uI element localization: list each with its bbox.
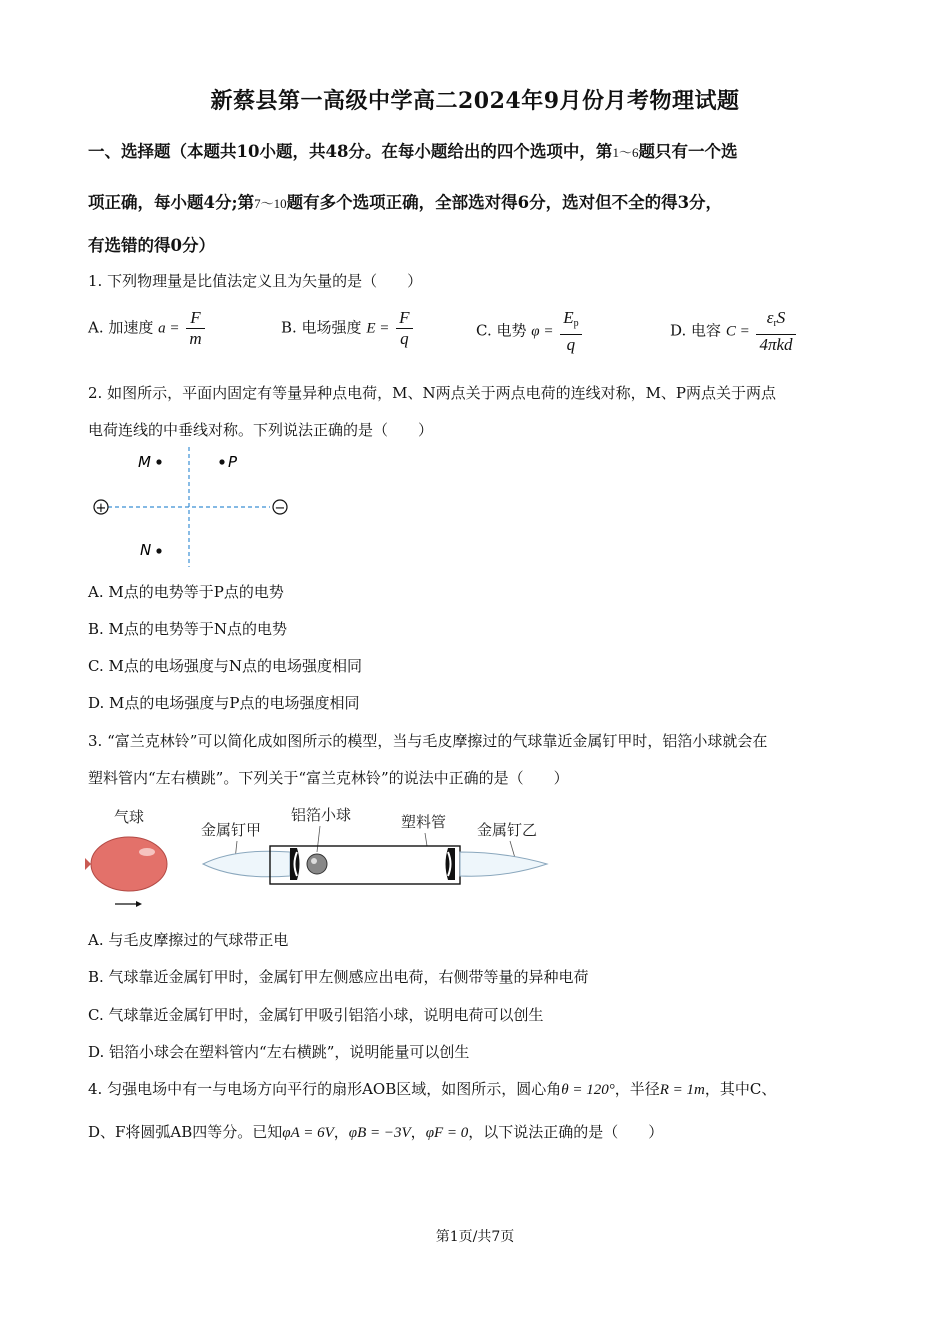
minus-sign: − [274, 501, 286, 516]
label-m: M [138, 453, 151, 471]
q2-option-c: C. M点的电场强度与N点的电场强度相同 [88, 657, 362, 675]
q1-option-d [670, 308, 798, 355]
point-m [156, 459, 161, 464]
question-range: 1～6 [612, 145, 639, 160]
balloon-label: 气球 [114, 808, 145, 826]
denominator: q [566, 335, 576, 354]
section-text: 一、选择题（本题共10小题，共48分。在每小题给出的四个选项中，第 [88, 142, 613, 161]
q1-option-c [476, 308, 584, 355]
question-range: 7～10 [254, 196, 287, 211]
formula-lhs: a = [158, 320, 180, 337]
metal-nail-a [203, 851, 290, 877]
q3-option-d: D. 铝箔小球会在塑料管内“左右横跳”，说明能量可以创生 [88, 1043, 470, 1061]
section-text: 题只有一个选 [638, 142, 738, 161]
option-label: B. 电场强度 [281, 318, 362, 337]
section-header-line1 [88, 138, 868, 162]
q1-option-a [88, 308, 207, 349]
metal-nail-b [460, 852, 547, 876]
question-1-stem: 1. 下列物理量是比值法定义且为矢量的是（ ） [88, 272, 423, 290]
fraction [756, 308, 795, 355]
balloon [91, 837, 167, 891]
q3-option-c: C. 气球靠近金属钉甲时，金属钉甲吸引铝箔小球，说明电荷可以创生 [88, 1006, 544, 1024]
question-2-stem-line1: 2. 如图所示，平面内固定有等量异种点电荷，M、N两点关于两点电荷的连线对称，M、P两点关于两点 [88, 384, 777, 402]
section-text: 项正确，每小题4分;第 [88, 193, 255, 212]
num-tail: S [776, 308, 786, 327]
page-footer: 第1页/共7页 [435, 1229, 515, 1245]
question-4-stem-line1 [88, 1078, 888, 1099]
nail-a-label: 金属钉甲 [201, 821, 262, 839]
denominator: m [189, 329, 202, 348]
phi-a-value: φA = 6V [282, 1125, 334, 1141]
stem-text: ，以下说法正确的是（ ） [468, 1123, 664, 1141]
phi-b-value: φB = −3V [348, 1125, 411, 1141]
question-2-stem-line2: 电荷连线的中垂线对称。下列说法正确的是（ ） [88, 421, 434, 439]
plus-sign: + [95, 501, 107, 516]
section-header-line3: 有选错的得0分） [88, 236, 215, 255]
balloon-highlight [139, 848, 155, 856]
q3-franklin-bell-figure [85, 800, 555, 915]
q3-option-b: B. 气球靠近金属钉甲时，金属钉甲左侧感应出电荷，右侧带等量的异种电荷 [88, 968, 589, 986]
option-label: A. 加速度 [88, 318, 154, 337]
num-sub: p [573, 318, 579, 329]
num-main: E [563, 308, 574, 327]
q2-option-b: B. M点的电势等于N点的电势 [88, 620, 288, 638]
balloon-knot [85, 857, 91, 871]
num-main: ε [766, 308, 774, 327]
numerator: F [186, 308, 204, 329]
q2-charge-figure [88, 445, 308, 570]
fraction [186, 308, 204, 349]
page-title: 新蔡县第一高级中学高二2024年9月份月考物理试题 [210, 88, 740, 114]
nail-b-label: 金属钉乙 [477, 821, 538, 839]
angle-value: θ = 120° [561, 1082, 615, 1098]
section-text: 题有多个选项正确，全部选对得6分，选对但不全的得3分， [286, 193, 723, 212]
formula-lhs: φ = [531, 323, 554, 340]
numerator [756, 308, 795, 335]
numerator: F [396, 308, 412, 329]
denominator: 4πkd [759, 335, 793, 354]
formula-lhs: C = [725, 323, 750, 340]
label-p: P [228, 453, 238, 471]
leader-line [317, 826, 320, 852]
stem-text: D、F将圆弧AB四等分。已知 [88, 1123, 283, 1141]
num-sub: r [773, 318, 777, 329]
label-n: N [140, 541, 152, 559]
option-label: D. 电容 [670, 321, 722, 340]
q1-option-b [281, 308, 415, 349]
fraction [396, 308, 412, 349]
denominator: q [400, 329, 409, 348]
section-header-line2 [88, 189, 868, 213]
leader-line [510, 841, 515, 858]
question-3-stem-line1: 3. “富兰克林铃”可以简化成如图所示的模型，当与毛皮摩擦过的气球靠近金属钉甲时，铝箔小球就会在 [88, 732, 768, 750]
question-4-stem-line2: D、F将圆弧AB四等分。已知φA = 6V，φB = −3V，φF = 0，以下说法正确的是（ ） [88, 1123, 664, 1141]
fraction [560, 308, 581, 355]
stem-text: 4. 匀强电场中有一与电场方向平行的扇形AOB区域，如图所示，圆心角 [88, 1080, 562, 1098]
phi-f-value: φF = 0 [425, 1125, 469, 1141]
question-3-stem-line2: 塑料管内“左右横跳”。下列关于“富兰克林铃”的说法中正确的是（ ） [88, 769, 569, 787]
stem-text: ，半径 [614, 1080, 660, 1098]
point-n [156, 548, 161, 553]
q3-option-a: A. 与毛皮摩擦过的气球带正电 [88, 931, 289, 949]
radius-value: R = 1m [659, 1082, 705, 1098]
formula-lhs: E = [366, 320, 390, 337]
point-p [219, 459, 224, 464]
arrow-head [136, 901, 142, 907]
stem-text: ，其中C、 [704, 1080, 777, 1098]
ball-highlight [311, 858, 317, 864]
tube-label: 塑料管 [401, 813, 447, 831]
numerator [560, 308, 581, 335]
q2-option-d: D. M点的电场强度与P点的电场强度相同 [88, 694, 360, 712]
option-label: C. 电势 [476, 321, 527, 340]
aluminum-ball [307, 854, 327, 874]
leader-line [425, 833, 427, 846]
ball-label: 铝箔小球 [291, 806, 352, 824]
q2-option-a: A. M点的电势等于P点的电势 [88, 583, 284, 601]
